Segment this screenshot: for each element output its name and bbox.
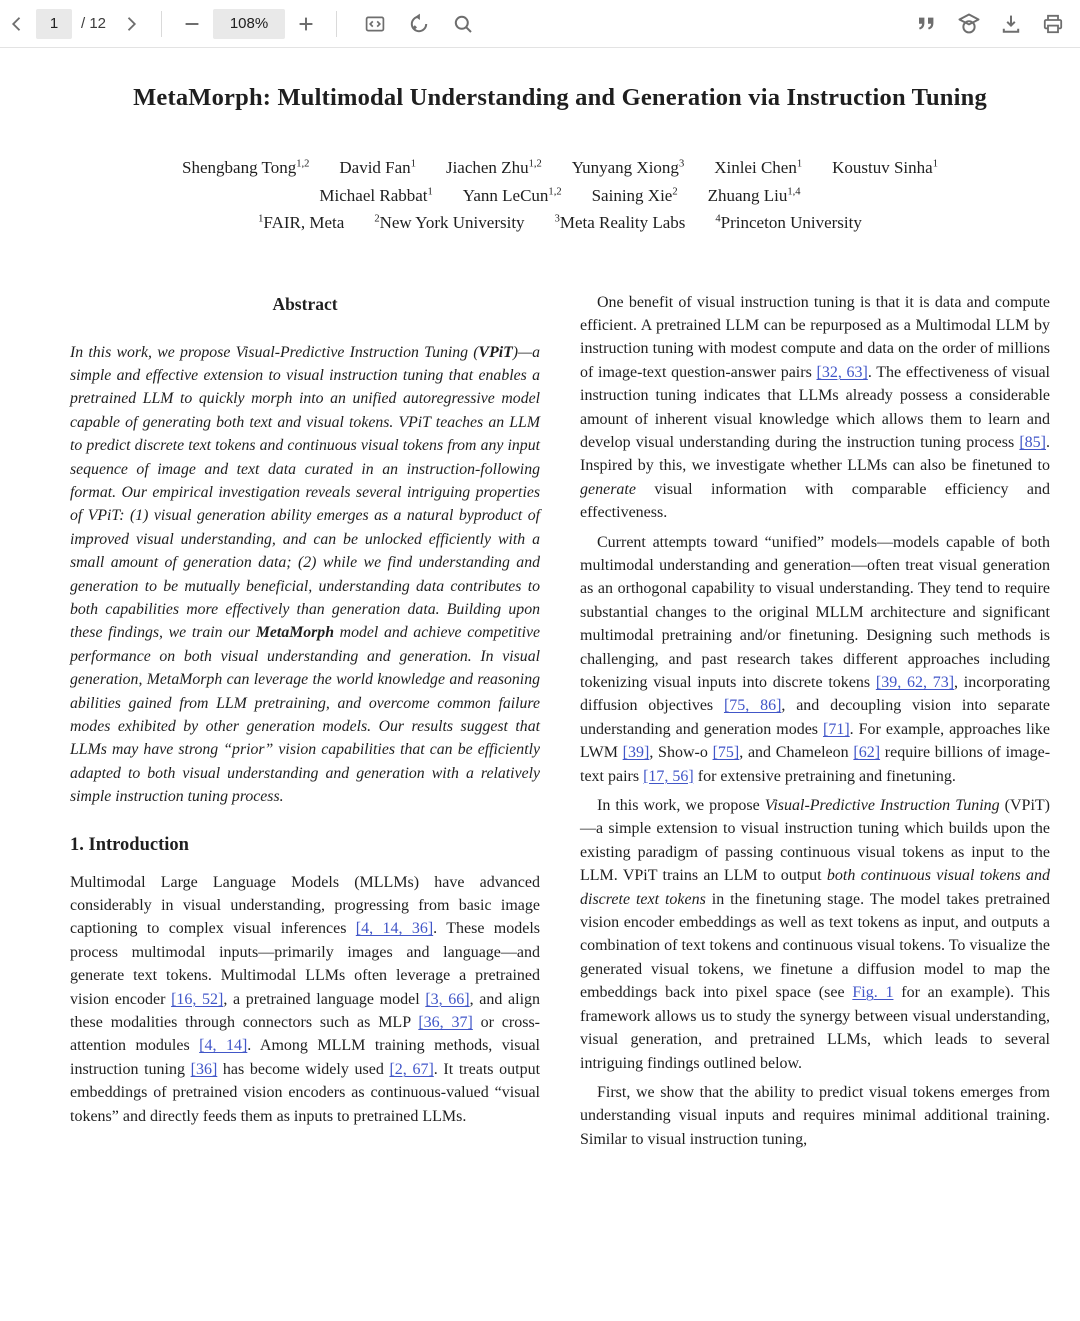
citation-link[interactable]: Fig. 1	[852, 984, 894, 1002]
text-segment: Shengbang Tong	[182, 158, 297, 177]
paragraph	[580, 794, 1050, 1075]
text-segment: has become widely used	[217, 1060, 390, 1078]
text-segment: , and Chameleon	[739, 744, 854, 762]
cite-button[interactable]	[912, 7, 942, 41]
text-segment: One benefit of visual instruction tuning is that it is data and compute efficient. A pretrained LLM can be repurposed as a Multimodal LLM by instruction tuning with modest compute and data on the order of millions of image-text question-answer pairs	[580, 293, 1050, 381]
toolbar-divider	[336, 11, 337, 37]
text-segment: Xinlei Chen	[714, 158, 797, 177]
text-segment: . It treats output embeddings of pretrained vision encoders as continuous-valued “visual tokens” and directly feeds them as inputs to pretrained LLMs.	[70, 1060, 541, 1125]
text-segment: First, we show that the ability to predict visual tokens emerges from understanding visual inputs and requires minimal additional training. Similar to visual instruction tuning,	[580, 1083, 1050, 1148]
text-segment: , a pretrained language model	[223, 990, 426, 1008]
text-segment: both continuous visual tokens and discrete text tokens	[580, 867, 1050, 908]
text-segment: 4	[715, 213, 721, 225]
citation-link[interactable]: [4, 14]	[199, 1037, 248, 1055]
download-icon	[999, 12, 1023, 36]
affiliations-line	[70, 209, 1050, 237]
prev-page-button[interactable]	[2, 7, 32, 41]
introduction-heading: 1. Introduction	[70, 834, 189, 855]
next-page-button[interactable]	[116, 7, 146, 41]
text-segment: . Among MLLM training methods, visual instruction tuning	[70, 1037, 540, 1078]
scholar-cap-icon	[956, 11, 982, 37]
text-segment: , Show-o	[649, 744, 713, 762]
author-line-1	[70, 154, 1050, 182]
abstract-heading: Abstract	[272, 293, 338, 314]
zoom-level-input[interactable]: 108%	[213, 9, 285, 39]
text-segment: . Inspired by this, we investigate whether LLMs can also be finetuned to	[580, 433, 1050, 475]
pdf-page	[0, 48, 1080, 1151]
text-segment: . For example, approaches like LWM	[580, 720, 1051, 762]
pdf-toolbar	[0, 0, 1080, 48]
print-button[interactable]	[1038, 7, 1068, 41]
text-segment: Visual-Predictive Instruction Tuning	[764, 797, 1000, 815]
citation-link[interactable]: [39]	[622, 744, 650, 762]
text-segment: 1,2	[296, 158, 310, 170]
text-segment: . These models process multimodal inputs—primarily images and language—and generate text tokens. Multimodal LLMs often leverage a pretrained vision encoder	[70, 920, 541, 1008]
rotate-button[interactable]	[404, 7, 434, 41]
zoom-out-button[interactable]	[177, 7, 207, 41]
citation-link[interactable]: [36]	[190, 1060, 218, 1078]
text-segment: In this work, we propose	[597, 797, 765, 815]
text-segment: 1	[258, 213, 264, 225]
right-column	[580, 291, 1050, 1152]
toolbar-divider	[161, 11, 162, 37]
paper-title: MetaMorph: Multimodal Understanding and Generation via Instruction Tuning	[133, 84, 987, 111]
text-segment: 1	[932, 158, 938, 170]
text-segment: , incorporating diffusion objectives	[580, 674, 1051, 715]
text-segment: Yunyang Xiong	[571, 158, 679, 177]
text-segment: or cross-attention modules	[70, 1014, 540, 1055]
page-number-input[interactable]: 1	[36, 9, 72, 39]
text-segment: VPiT	[478, 343, 513, 361]
search-icon	[451, 12, 475, 36]
print-icon	[1041, 12, 1065, 36]
text-segment: , and decoupling vision into separate understanding and generation modes	[580, 697, 1050, 738]
chevron-right-icon	[121, 14, 141, 34]
text-segment: Saining Xie	[591, 185, 673, 205]
text-segment: (VPiT)—a simple extension to visual instruction tuning which builds upon the existing paradigm of passing continuous visual tokens as input to the LLM. VPiT trains an LLM to output	[580, 797, 1051, 885]
left-column	[70, 291, 540, 1152]
author-line-2	[70, 182, 1050, 210]
zoom-in-button[interactable]	[291, 7, 321, 41]
citation-link[interactable]: [32, 63]	[816, 363, 868, 381]
text-segment: 2	[672, 185, 678, 197]
rotate-ccw-icon	[407, 12, 431, 36]
citation-link[interactable]: [17, 56]	[643, 767, 694, 785]
paragraph	[580, 1081, 1050, 1151]
page-count-label: / 12	[81, 15, 107, 32]
citation-link[interactable]: [85]	[1019, 433, 1046, 451]
download-button[interactable]	[996, 7, 1026, 41]
text-segment: 2	[374, 213, 380, 225]
citation-link[interactable]: [39, 62, 73]	[875, 674, 955, 691]
text-segment: 3	[554, 213, 560, 225]
text-segment: in the finetuning stage. The model takes pretrained vision encoder embeddings as well as text tokens as input, and outputs a combination of text tokens and continuous visual tokens. To visualize the generated visual tokens, we finetune a diffusion model to map the embeddings back into pixel space (see	[580, 890, 1051, 1002]
text-segment: Zhuang Liu	[707, 185, 788, 205]
text-segment: 1,4	[787, 185, 801, 197]
text-segment: generate	[580, 480, 636, 498]
text-segment: 1	[796, 158, 803, 170]
abstract-text	[70, 341, 540, 809]
text-segment: Meta Reality Labs	[559, 213, 686, 232]
text-segment: , and align these modalities through connectors such as MLP	[70, 990, 541, 1032]
fit-width-icon	[363, 12, 387, 36]
text-segment: 1,2	[528, 158, 542, 170]
citation-link[interactable]: [75]	[712, 744, 740, 762]
text-segment: . The effectiveness of visual instruction tuning indicates that LLMs already possess a considerable amount of inherent visual knowledge which allows them to learn and develop visual understanding during the instruction tuning process	[580, 363, 1051, 451]
text-segment: model and achieve competitive performance on both visual understanding and generation. In visual generation, MetaMorph can leverage the world knowledge and reasoning abilities gained from LLM pretraining, and overcome common failure modes exhibited by other generation models. Our results suggest that LLMs may have strong “prior” vision capabilities that can be efficiently adapted to both visual understanding and generation with a relatively simple instruction tuning process.	[70, 624, 541, 806]
text-segment: Multimodal Large Language Models (MLLMs) have advanced considerably in visual understanding, progressing from basic image captioning to complex visual inferences	[70, 873, 540, 938]
two-column-body	[70, 291, 1050, 1152]
intro-paragraph	[70, 871, 540, 1128]
text-segment: Current attempts toward “unified” models—models capable of both multimodal understanding and generation—often treat visual generation as an orthogonal capability to visual understanding. They tend to require substantial changes to the original MLLM architecture and significant multimodal pretraining and/or finetuning. Designing such methods is challenging, and past research takes different approaches including tokenizing visual inputs into discrete tokens	[580, 533, 1050, 691]
paragraph	[580, 291, 1050, 525]
text-segment: New York University	[379, 213, 525, 232]
text-segment: 1	[427, 185, 433, 197]
text-segment: FAIR, Meta	[263, 213, 345, 232]
citation-link[interactable]: [62]	[853, 744, 881, 762]
citation-link[interactable]: [3, 66]	[425, 990, 470, 1008]
citation-link[interactable]: [2, 67]	[389, 1060, 434, 1078]
text-segment: Koustuv Sinha	[832, 158, 933, 177]
author-block	[70, 154, 1050, 237]
scholar-button[interactable]	[954, 7, 984, 41]
chevron-left-icon	[7, 14, 27, 34]
fit-width-button[interactable]	[360, 7, 390, 41]
text-segment: Jiachen Zhu	[445, 158, 529, 177]
text-segment: Princeton University	[720, 213, 862, 232]
text-segment: Michael Rabbat	[319, 185, 428, 205]
text-segment: 1,2	[548, 185, 562, 197]
plus-icon	[295, 13, 317, 35]
text-segment: require billions of image-text pairs	[580, 744, 1051, 785]
citation-link[interactable]: [75, 86]	[723, 697, 782, 715]
text-segment: visual information with comparable efficiency and effectiveness.	[580, 480, 1050, 522]
text-segment: In this work, we propose Visual-Predictive Instruction Tuning (	[70, 343, 479, 361]
text-segment: 3	[678, 158, 685, 170]
search-button[interactable]	[448, 7, 478, 41]
text-segment: for an example). This framework allows us to study the synergy between visual understanding, visual generation, and pretrained LLMs, which leads to several intriguing findings outlined below.	[580, 984, 1051, 1072]
text-segment: Yann LeCun	[462, 185, 549, 205]
text-segment: for extensive pretraining and finetuning.	[693, 767, 956, 785]
text-segment: David Fan	[339, 158, 411, 177]
minus-icon	[181, 13, 203, 35]
citation-link[interactable]: [71]	[823, 720, 850, 738]
citation-link[interactable]: [4, 14, 36]	[355, 920, 434, 938]
quote-icon	[915, 12, 939, 36]
text-segment: 1	[410, 158, 416, 170]
paragraph	[580, 531, 1050, 788]
text-segment: MetaMorph	[255, 624, 334, 642]
citation-link[interactable]: [16, 52]	[171, 990, 224, 1008]
citation-link[interactable]: [36, 37]	[418, 1014, 473, 1032]
text-segment: )—a simple and effective extension to visual instruction tuning that enables a pretrained LLM to quickly morph into an unified autoregressive model capable of generating both text and visual tokens. VPiT teaches an LLM to predict discrete text tokens and continuous visual tokens from any input sequence of image and text data curated in an instruction-following format. Our empirical investigation reveals several intriguing properties of VPiT: (1) visual generation ability emerges as a natural byproduct of improved visual understanding, and can be unlocked efficiently with a small amount of generation data; (2) while we find understanding and generation to be mutually beneficial, understanding data contributes to both capabilities more effectively than generation data. Building upon these findings, we train our	[70, 343, 540, 642]
